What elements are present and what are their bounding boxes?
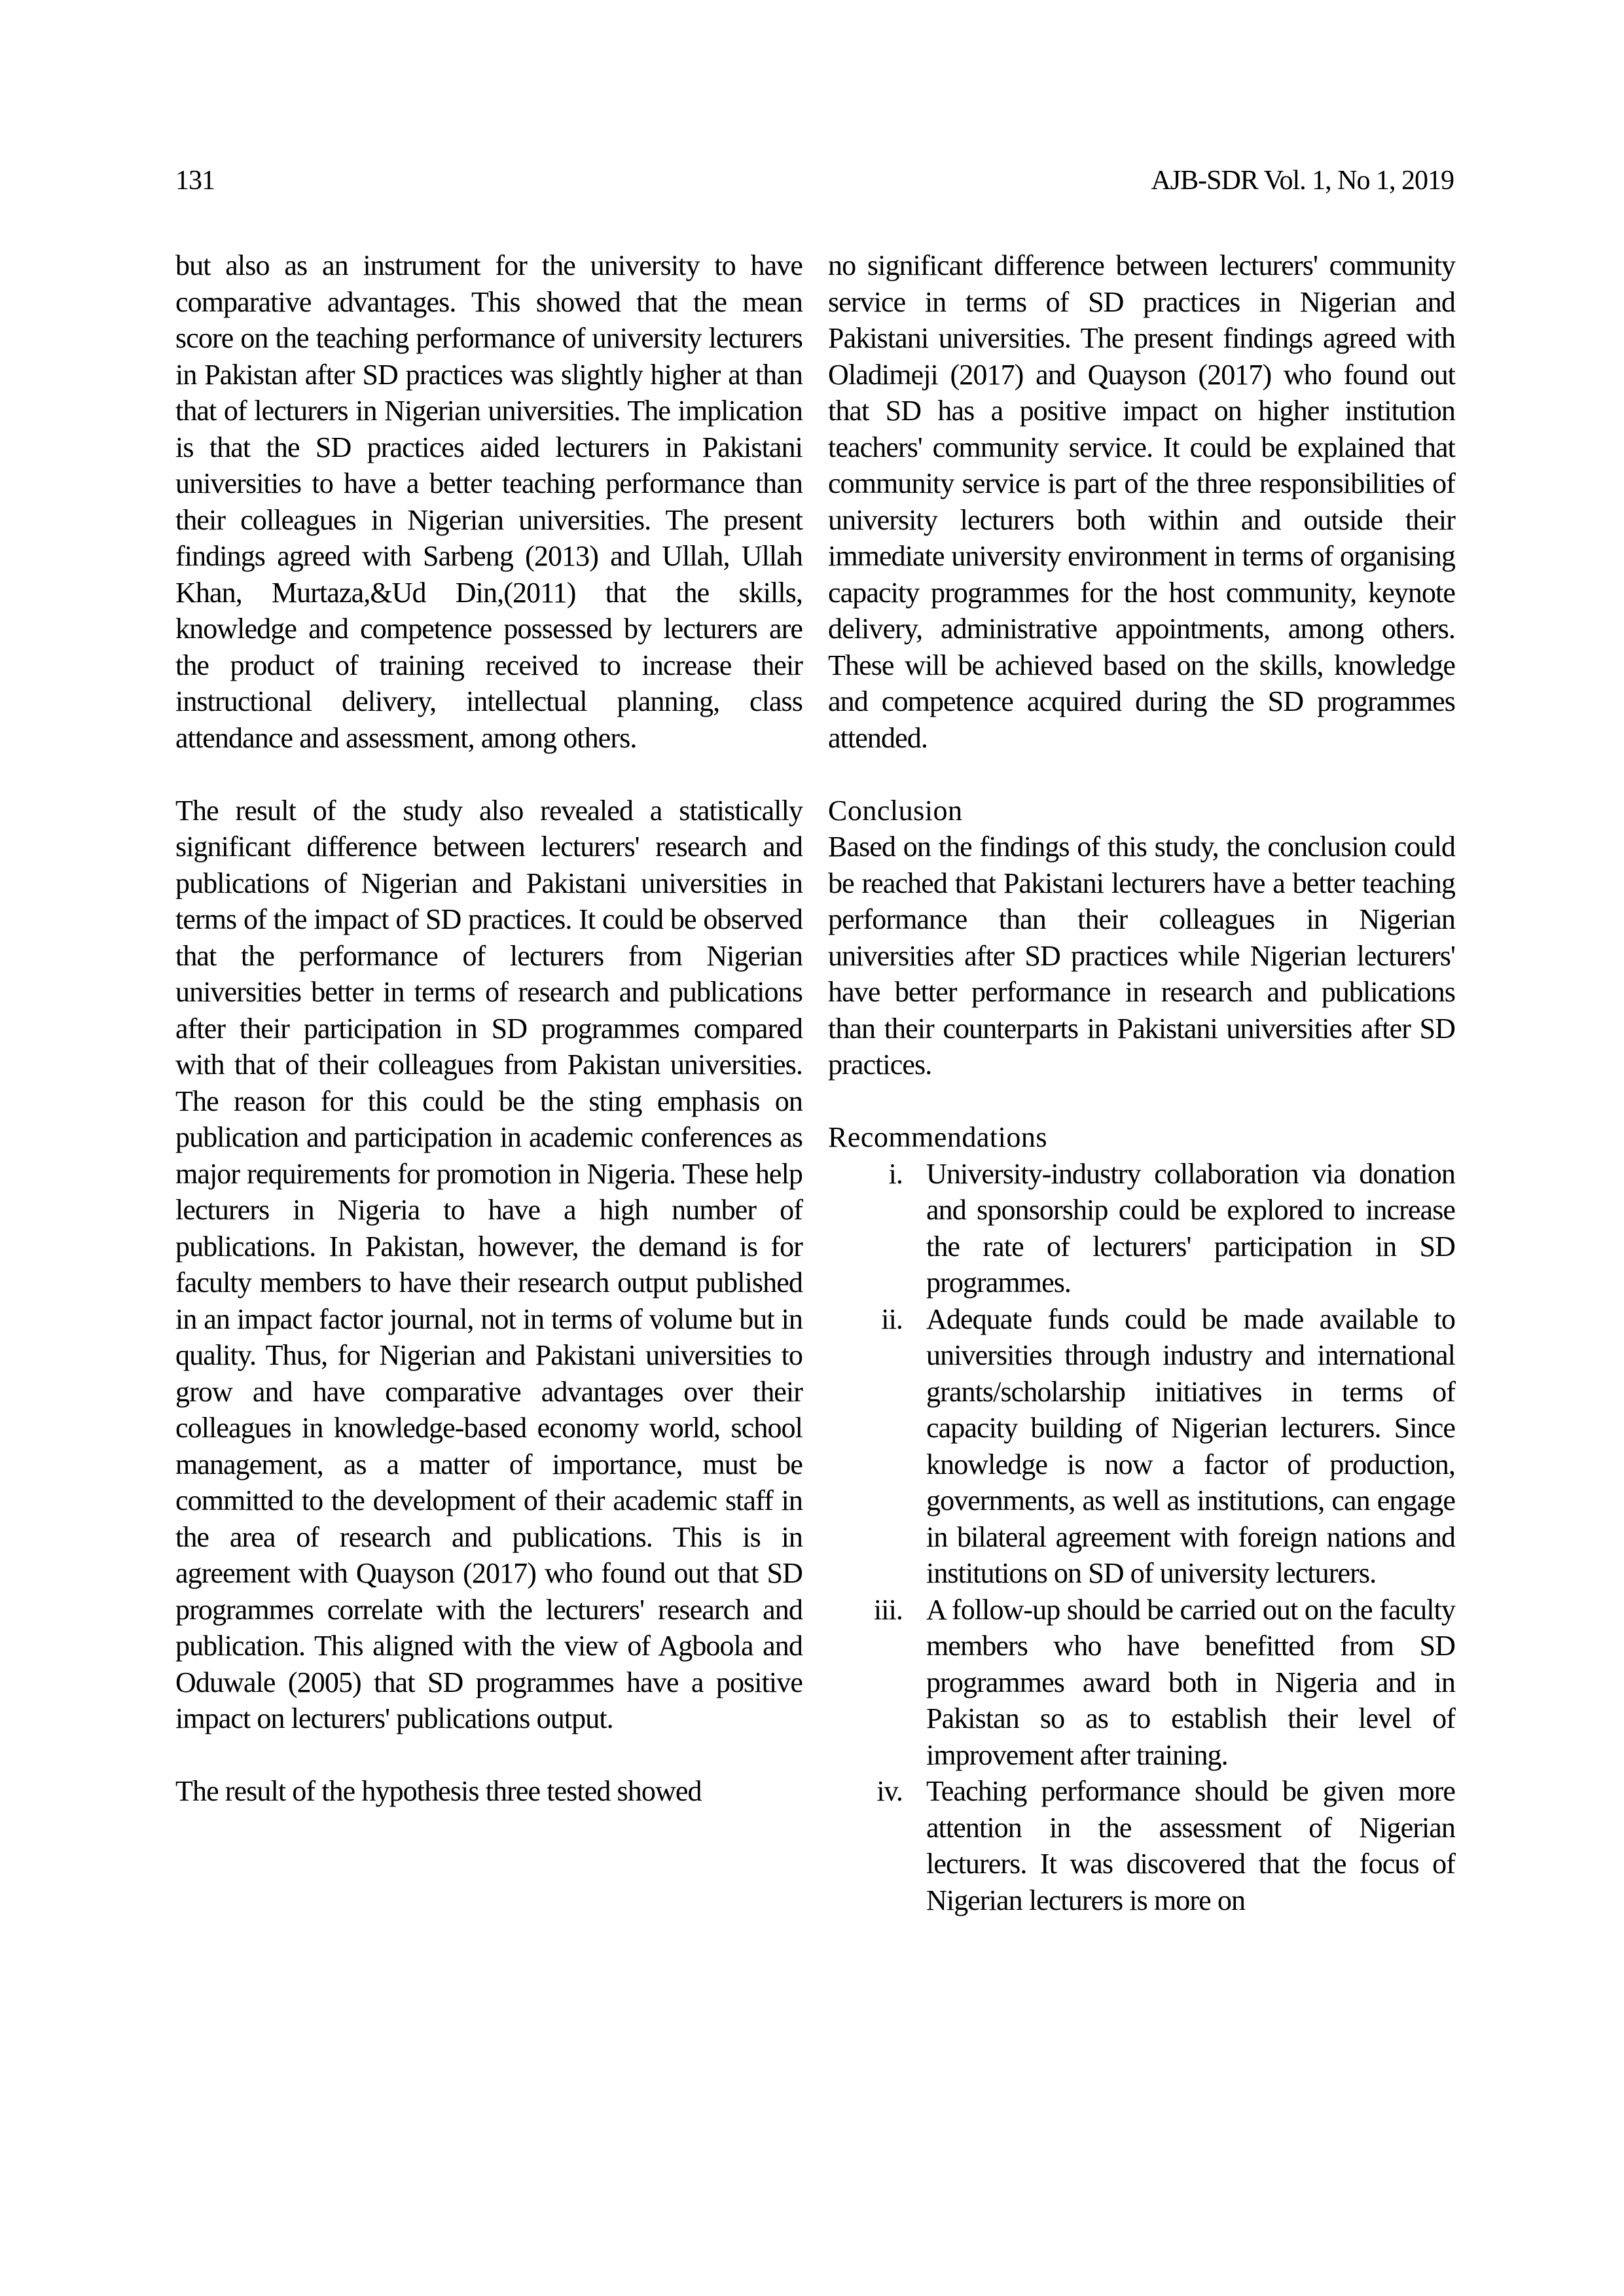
body-paragraph: but also as an instrument for the university to have comparative advantages. This showed that the mean score on the teaching performance of university lecturers in Pakistan after SD practices was slightly higher at than that of lecturers in Nigerian universities. The implication is that the SD practices aided lecturers in Pakistani universities to have a better teaching performance than their colleagues in Nigerian universities. The present findings agreed with Sarbeng (2013) and Ullah, Ullah Khan, Murtaza,&Ud Din,(2011) that the skills, knowledge and competence possessed by lecturers are the product of training received to increase their instructional delivery, intellectual planning, class attendance and assessment, among others. [175, 249, 803, 754]
conclusion-section [828, 793, 1455, 1083]
list-item [828, 1592, 1455, 1774]
list-item-text: Adequate funds could be made available to universities through industry and international grants/scholarship initiatives in terms of capacity building of Nigerian lecturers. Since knowledge is now a factor of production, governments, as well as institutions, can engage in bilateral agreement with foreign nations and institutions on SD of university lecturers. [926, 1302, 1455, 1589]
body-paragraph: no significant difference between lecturers' community service in terms of SD practices in Nigerian and Pakistani universities. The present findings agreed with Oladimeji (2017) and Quayson (2017) who found out that SD has a positive impact on higher institution teachers' community service. It could be explained that community service is part of the three responsibilities of university lecturers both within and outside their immediate university environment in terms of organising capacity programmes for the host community, keynote delivery, administrative appointments, among others. These will be achieved based on the skills, knowledge and competence acquired during the SD programmes attended. [828, 249, 1455, 754]
left-column [175, 247, 803, 1810]
list-item-number: iv. [876, 1775, 903, 1807]
list-item-text: A follow-up should be carried out on the faculty members who have benefitted from SD programmes award both in Nigeria and in Pakistan so as to establish their level of improvement after training. [926, 1593, 1455, 1771]
list-item [828, 1773, 1455, 1918]
list-item-text: University-industry collaboration via donation and sponsorship could be explored to increase the rate of lecturers' participation in SD programmes. [926, 1157, 1455, 1299]
list-item-number: iii. [873, 1593, 903, 1626]
section-heading-recommendations: Recommendations [828, 1121, 1047, 1153]
section-heading-conclusion: Conclusion [828, 794, 963, 827]
page-header [175, 165, 1454, 204]
body-paragraph: The result of the study also revealed a statistically significant difference between lecturers' research and publications of Nigerian and Pakistani universities in terms of the impact of SD practices. It could be observed that the performance of lecturers from Nigerian universities better in terms of research and publications after their participation in SD programmes compared with that of their colleagues from Pakistan universities. The reason for this could be the sting emphasis on publication and participation in academic conferences as major requirements for promotion in Nigeria. These help lecturers in Nigeria to have a high number of publications. In Pakistan, however, the demand is for faculty members to have their research output published in an impact factor journal, not in terms of volume but in quality. Thus, for Nigerian and Pakistani universities to grow and have comparative advantages over their colleagues in knowledge-based economy world, school management, as a matter of importance, must be committed to the development of their academic staff in the area of research and publications. This is in agreement with Quayson (2017) who found out that SD programmes correlate with the lecturers' research and publication. This aligned with the view of Agboola and Oduwale (2005) that SD programmes have a positive impact on lecturers' publications output. [175, 794, 803, 1734]
journal-citation: AJB-SDR Vol. 1, No 1, 2019 [1151, 166, 1454, 196]
right-column [828, 247, 1455, 1918]
recommendations-list [828, 1156, 1455, 1919]
body-paragraph: The result of the hypothesis three tested showed [175, 1775, 702, 1807]
conclusion-paragraph: Based on the findings of this study, the conclusion could be reached that Pakistani lecturers have a better teaching performance than their colleagues in Nigerian universities after SD practices while Nigerian lecturers' have better performance in research and publications than their counterparts in Pakistani universities after SD practices. [828, 831, 1455, 1081]
list-item-number: ii. [881, 1302, 903, 1335]
list-item [828, 1301, 1455, 1592]
page-number: 131 [175, 166, 215, 196]
list-item-number: i. [888, 1157, 903, 1190]
list-item-text: Teaching performance should be given more attention in the assessment of Nigerian lecturers. It was discovered that the focus of Nigerian lecturers is more on [926, 1775, 1455, 1916]
list-item [828, 1156, 1455, 1301]
recommendations-section [828, 1119, 1455, 1918]
